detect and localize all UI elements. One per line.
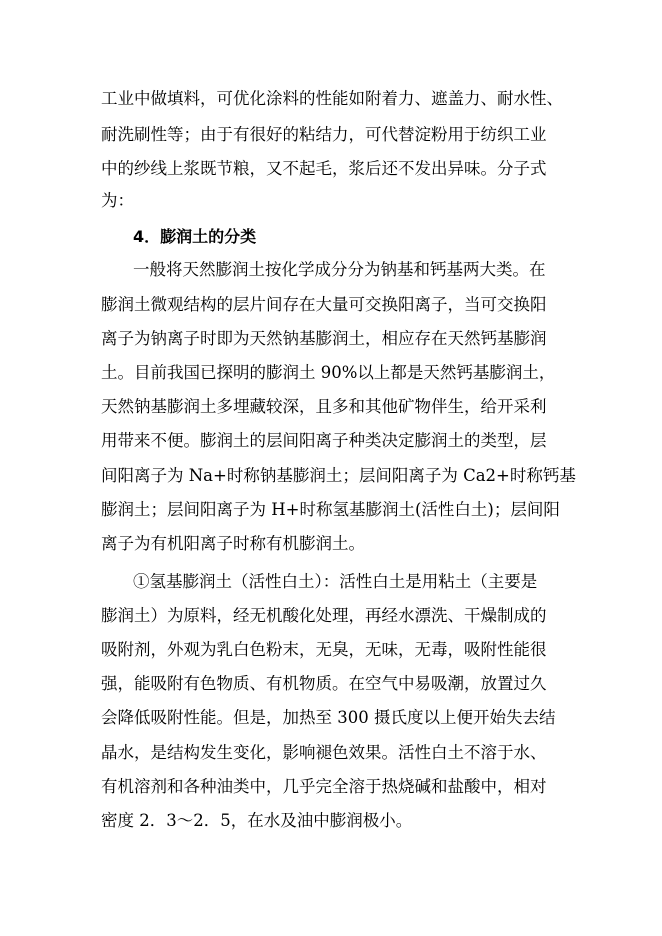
- paragraph1-line-8: 膨润土；层间阳离子为 H+时称氢基膨润土(活性白土)；层间阳: [101, 500, 560, 519]
- paragraph1-line-5: 天然钠基膨润土多埋藏较深，且多和其他矿物伴生，给开采利: [101, 397, 547, 416]
- paragraph2-line-8: 密度 2．3～2．5，在水及油中膨润极小。: [101, 811, 413, 830]
- paragraph1-line-2: 膨润土微观结构的层片间存在大量可交换阳离子，当可交换阳: [101, 295, 547, 314]
- paragraph2-line-6: 晶水，是结构发生变化，影响褪色效果。活性白土不溶于水、: [101, 743, 547, 762]
- paragraph2-line-1: ①氢基膨润土（活性白土）：活性白土是用粘土（主要是: [133, 572, 538, 591]
- paragraph2-line-2: 膨润土）为原料，经无机酸化处理，再经水漂洗、干燥制成的: [101, 606, 547, 625]
- paragraph2-line-5: 会降低吸附性能。但是，加热至 300 摄氏度以上便开始失去结: [101, 708, 556, 727]
- paragraph2-line-4: 强，能吸附有色物质、有机物质。在空气中易吸潮，放置过久: [101, 674, 547, 693]
- paragraph1-line-6: 用带来不便。膨润土的层间阳离子种类决定膨润土的类型，层: [101, 431, 547, 450]
- paragraph1-line-1: 一般将天然膨润土按化学成分分为钠基和钙基两大类。在: [133, 260, 546, 279]
- intro-line-1: 工业中做填料，可优化涂料的性能如附着力、遮盖力、耐水性、: [101, 89, 563, 108]
- intro-line-2: 耐洗刷性等；由于有很好的粘结力，可代替淀粉用于纺织工业: [101, 125, 547, 144]
- intro-line-3: 中的纱线上浆既节粮，又不起毛，浆后还不发出异味。分子式: [101, 159, 547, 178]
- paragraph1-line-7: 间阳离子为 Na+时称钠基膨润土；层间阳离子为 Ca2+时称钙基: [101, 466, 576, 485]
- paragraph2-line-3: 吸附剂，外观为乳白色粉末，无臭，无味，无毒，吸附性能很: [101, 640, 547, 659]
- paragraph1-line-4: 土。目前我国已探明的膨润土 90%以上都是天然钙基膨润土，: [101, 363, 556, 382]
- paragraph1-line-3: 离子为钠离子时即为天然钠基膨润土，相应存在天然钙基膨润: [101, 329, 547, 348]
- intro-line-4: 为：: [101, 191, 134, 210]
- paragraph1-line-9: 离子为有机阳离子时称有机膨润土。: [101, 534, 365, 553]
- section-heading: 4．膨润土的分类: [133, 227, 257, 246]
- paragraph2-line-7: 有机溶剂和各种油类中，几乎完全溶于热烧碱和盐酸中，相对: [101, 777, 547, 796]
